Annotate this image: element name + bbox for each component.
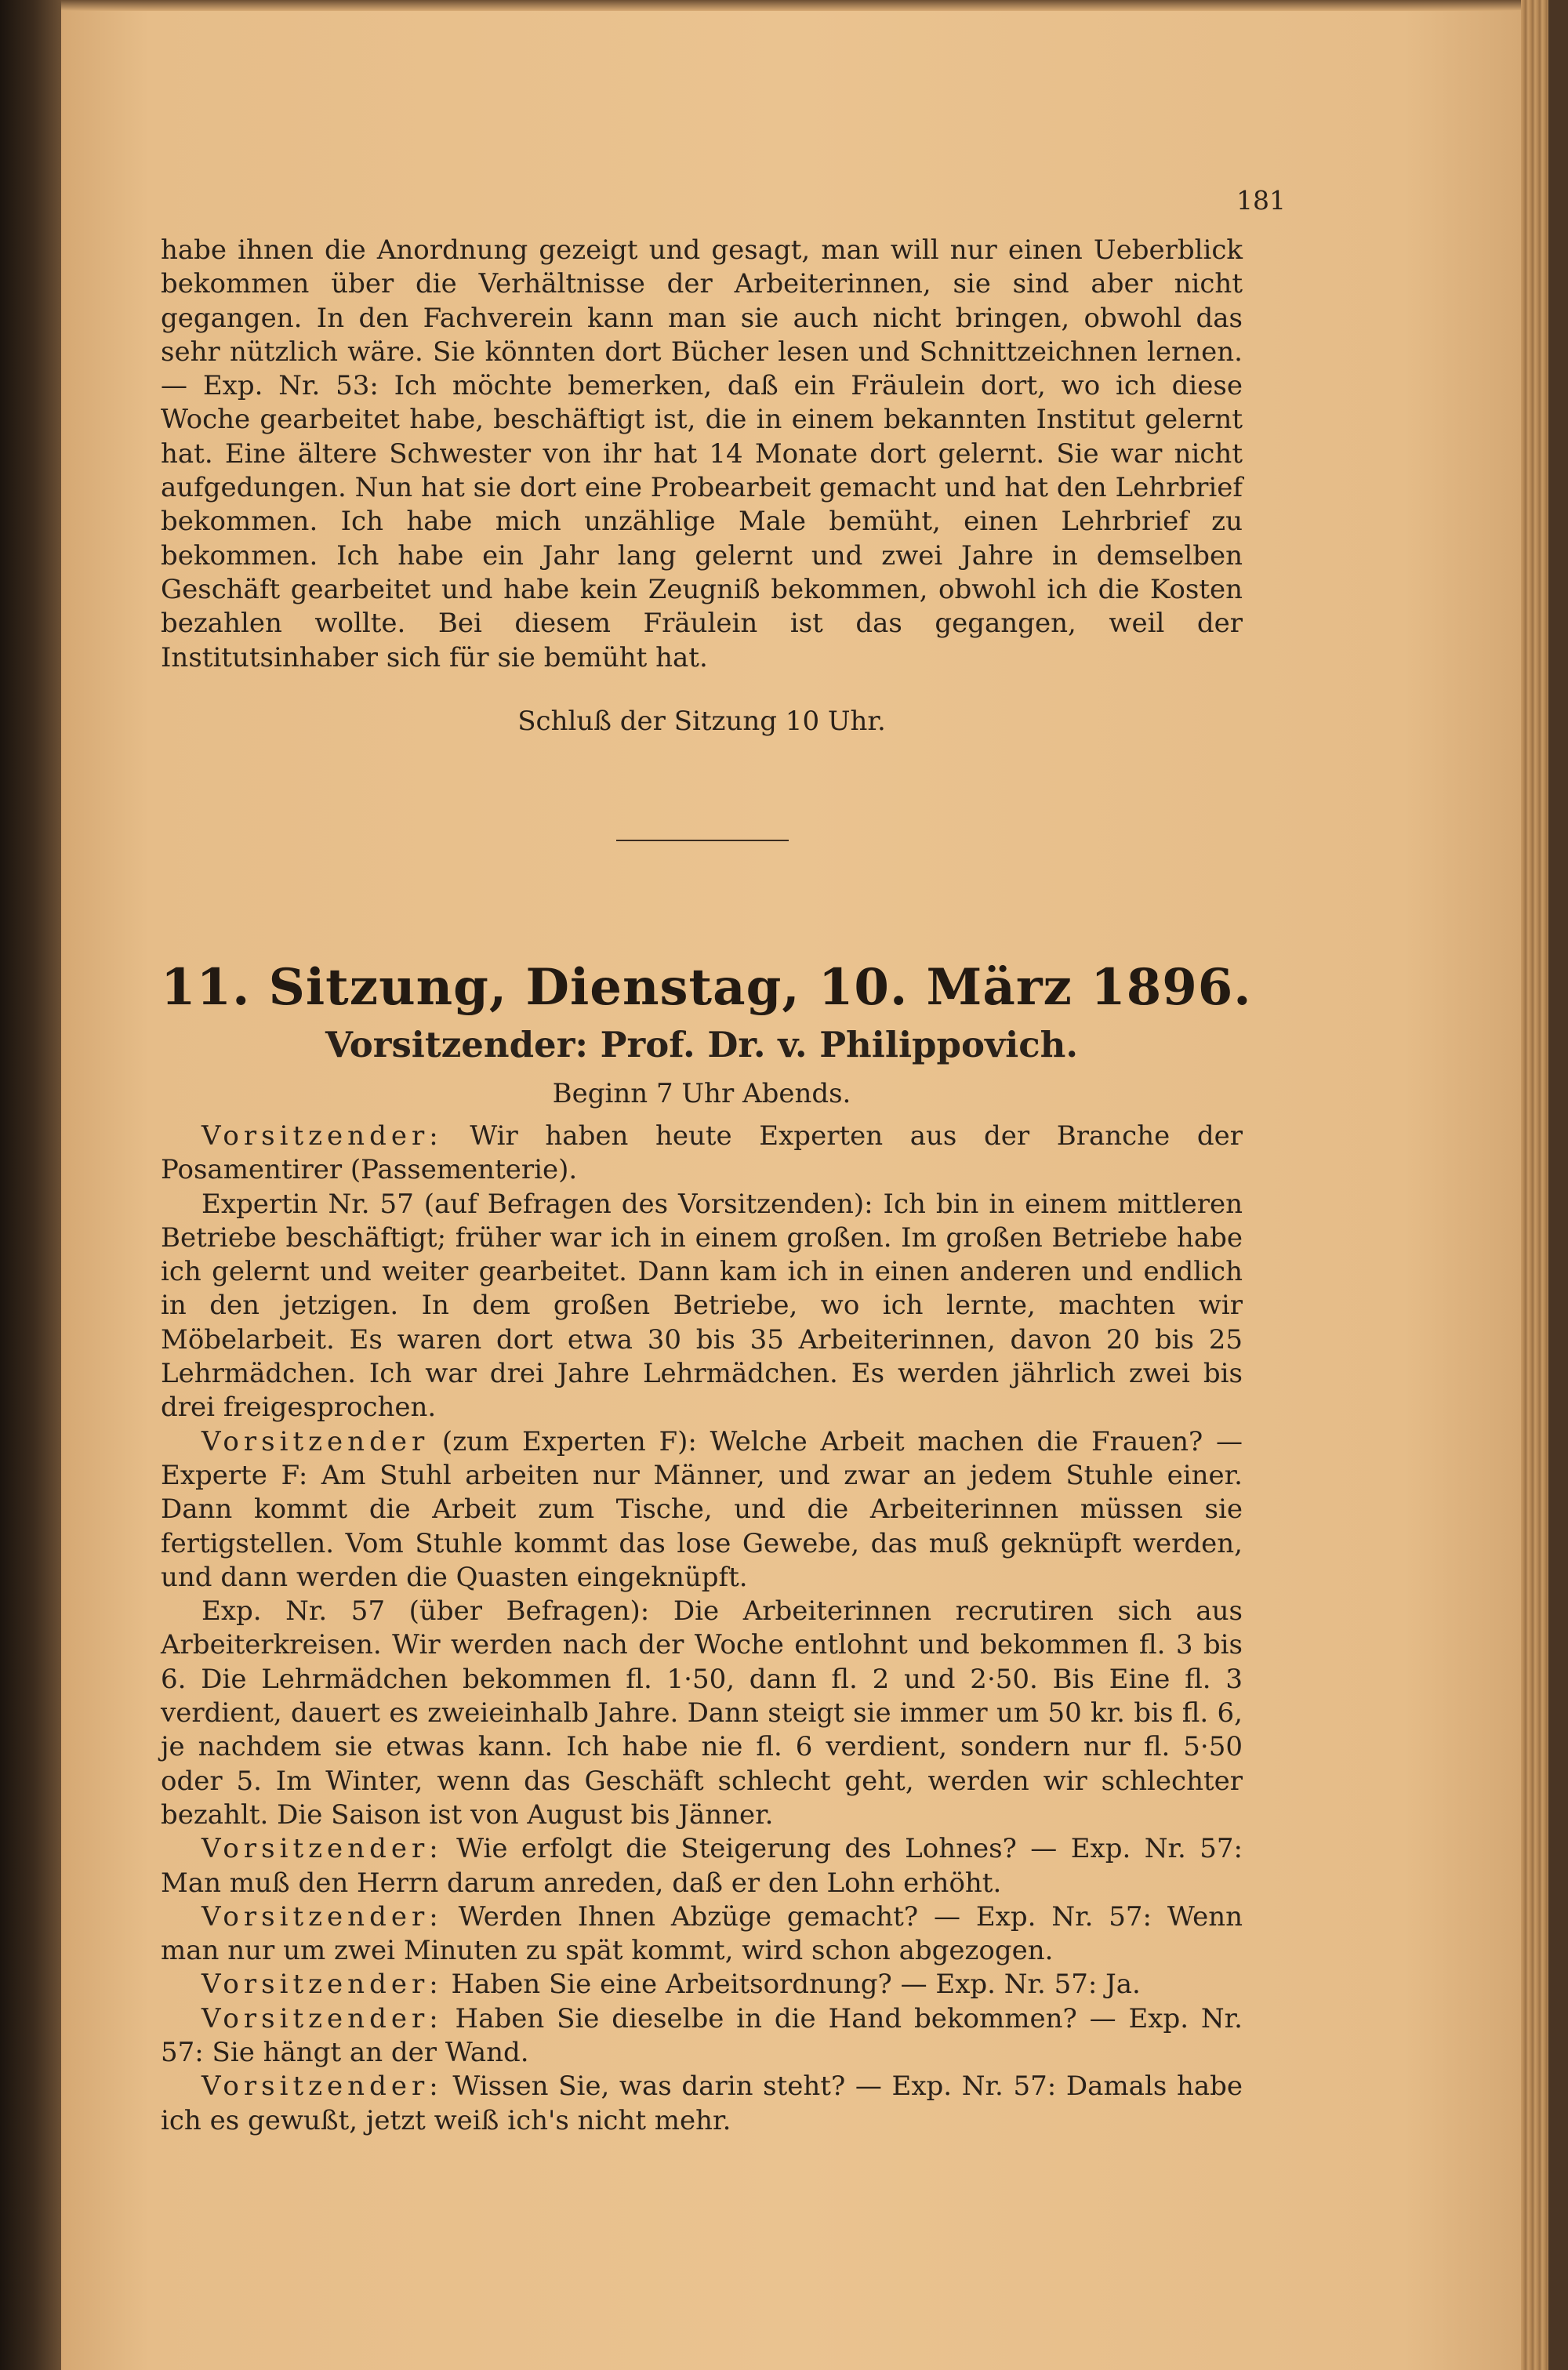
- speaker-label: Vorsitzender:: [201, 1833, 443, 1865]
- minutes-paragraph: [161, 1968, 1243, 2002]
- minutes-paragraph: [161, 1832, 1243, 1900]
- session-closing-line: Schluß der Sitzung 10 Uhr.: [517, 706, 886, 737]
- continued-testimony: [161, 234, 1243, 675]
- session-heading: 11. Sitzung, Dienstag, 10. März 1896.: [161, 958, 1252, 1017]
- book-gutter: [0, 0, 61, 2370]
- minutes-paragraph: [161, 1900, 1243, 1969]
- book-cover-edge: [1548, 0, 1568, 2370]
- speaker-label: Vorsitzender:: [201, 1120, 443, 1152]
- speaker-label: Vorsitzender:: [201, 1969, 443, 2001]
- minutes-text: Haben Sie dieselbe in die Hand bekommen? — Exp. Nr. 57: Sie hängt an der Wand.: [161, 2002, 1243, 2069]
- session-chair: Vorsitzender: Prof. Dr. v. Philippovich.: [325, 1024, 1079, 1065]
- minutes-text: Wir haben heute Experten aus der Branche der Posamentirer (Passementerie).: [161, 1120, 1243, 1186]
- minutes-text: Exp. Nr. 57 (über Befragen): Die Arbeiterinnen recrutiren sich aus Arbeiterkreisen. Wir werden nach der Woche entlohnt und bekommen fl. 3 bis 6. Die Lehrmädchen bekommen fl. 1·50, dann fl. 2 und 2·50. Bis Eine fl. 3 verdient, dauert es zweieinhalb Jahre. Dann steigt sie immer um 50 kr. bis fl. 6, je nachdem sie etwas kann. Ich habe nie fl. 6 verdient, sondern nur fl. 5·50 oder 5. Im Winter, wenn das Geschäft schlecht geht, werden wir schlechter bezahlt. Die Saison ist von August bis Jänner.: [161, 1595, 1243, 1831]
- minutes-text: Wissen Sie, was darin steht? — Exp. Nr. 57: Damals habe ich es gewußt, jetzt weiß ich's nicht mehr.: [161, 2071, 1243, 2136]
- speaker-label: Vorsitzender:: [201, 2071, 443, 2103]
- minutes-text: Expertin Nr. 57 (auf Befragen des Vorsitzenden): Ich bin in einem mittleren Betriebe beschäftigt; früher war ich in einem großen. Im großen Betriebe habe ich gelernt und weiter gearbeitet. Dann kam ich in einen anderen und endlich in den jetzigen. In dem großen Betriebe, wo ich lernte, machten wir Möbelarbeit. Es waren dort etwa 30 bis 35 Arbeiterinnen, davon 20 bis 25 Lehrmädchen. Ich war drei Jahre Lehrmädchen. Es werden jährlich zwei bis drei freigesprochen.: [161, 1188, 1243, 1424]
- speaker-label: Vorsitzender: [201, 1425, 430, 1457]
- speaker-label: Vorsitzender:: [201, 2002, 443, 2034]
- testimony-paragraph: habe ihnen die Anordnung gezeigt und gesagt, man will nur einen Ueberblick bekommen über die Verhältnisse der Arbeiterinnen, sie sind aber nicht gegangen. In den Fachverein kann man sie auch nicht bringen, obwohl das sehr nützlich wäre. Sie könnten dort Bücher lesen und Schnittzeichnen lernen. — Exp. Nr. 53: Ich möchte bemerken, daß ein Fräulein dort, wo ich diese Woche gearbeitet habe, beschäftigt ist, die in einem bekannten Institut gelernt hat. Eine ältere Schwester von ihr hat 14 Monate dort gelernt. Sie war nicht aufgedungen. Nun hat sie dort eine Probearbeit gemacht und hat den Lehrbrief bekommen. Ich habe mich unzählige Male bemüht, einen Lehrbrief zu bekommen. Ich habe ein Jahr lang gelernt und zwei Jahre in demselben Geschäft gearbeitet und habe kein Zeugniß bekommen, obwohl ich die Kosten bezahlen wollte. Bei diesem Fräulein ist das gegangen, weil der Institutsinhaber sich für sie bemüht hat.: [161, 234, 1243, 673]
- minutes-paragraph: [161, 2070, 1243, 2138]
- minutes-paragraph: [161, 1120, 1243, 1188]
- minutes-text: Haben Sie eine Arbeitsordnung? — Exp. Nr. 57: Ja.: [442, 1969, 1141, 2001]
- minutes-text: Werden Ihnen Abzüge gemacht? — Exp. Nr. 57: Wenn man nur um zwei Minuten zu spät kommt, wird schon abgezogen.: [161, 1900, 1243, 1967]
- session-minutes: [161, 1120, 1243, 2138]
- minutes-paragraph: [161, 1425, 1243, 1595]
- session-start-time: Beginn 7 Uhr Abends.: [552, 1078, 851, 1109]
- section-divider: [616, 840, 789, 841]
- minutes-paragraph: [161, 1188, 1243, 1425]
- minutes-text: Wie erfolgt die Steigerung des Lohnes? — Exp. Nr. 57: Man muß den Herrn darum anreden, daß er den Lohn erhöht.: [161, 1833, 1243, 1899]
- minutes-text: (zum Experten F): Welche Arbeit machen die Frauen? — Experte F: Am Stuhl arbeiten nur Männer, und zwar an jedem Stuhle einer. Dann kommt die Arbeit zum Tische, und die Arbeiterinnen müssen sie fertigstellen. Vom Stuhle kommt das lose Gewebe, das muß geknüpft werden, und dann werden die Quasten eingeknüpft.: [161, 1425, 1243, 1593]
- page-number: 181: [1236, 185, 1286, 216]
- speaker-label: Vorsitzender:: [201, 1900, 443, 1933]
- page-top-shadow: [61, 0, 1521, 11]
- minutes-paragraph: [161, 1595, 1243, 1832]
- minutes-paragraph: [161, 2002, 1243, 2071]
